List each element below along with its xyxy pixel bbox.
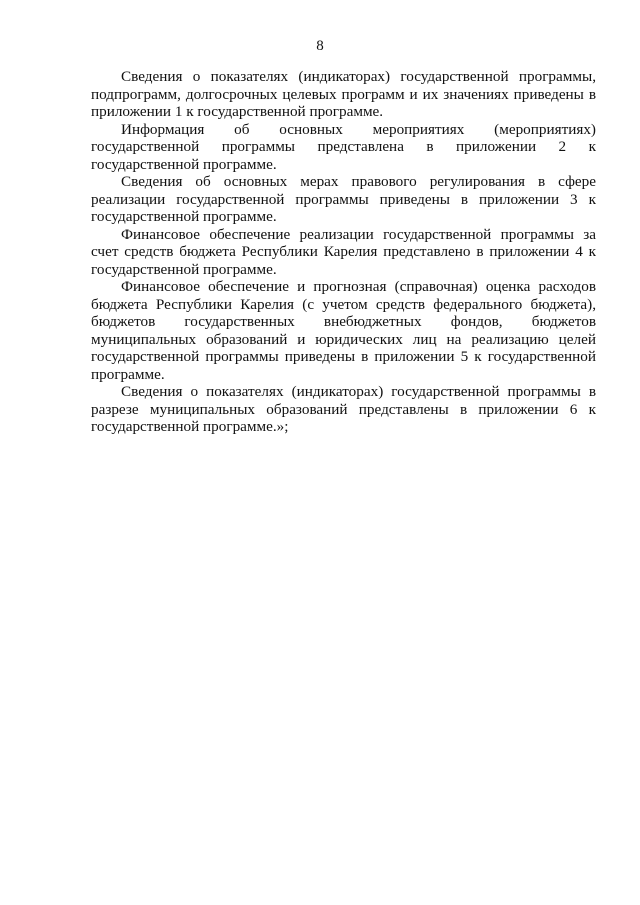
document-body [91, 68, 596, 436]
paragraph-budget-financing: Финансовое обеспечение реализации государственной программы за счет средств бюджета Республики Карелия представлено в приложении 4 к государственной программе. [91, 225, 596, 278]
page-number: 8 [316, 38, 324, 54]
paragraph-legal-regulation: Сведения об основных мерах правового регулирования в сфере реализации государственной программы приведены в приложении 3 к государственной программе. [91, 173, 596, 225]
paragraph-main-activities: Информация об основных мероприятиях (мероприятиях) государственной программы представлена в приложении 2 к государственной программе. [91, 120, 596, 173]
paragraph-forecast-assessment: Финансовое обеспечение и прогнозная (справочная) оценка расходов бюджета Республики Карелия (с учетом средств федерального бюджета), бюджетов государственных внебюджетных фондов, бюджетов муниципальных образований и юридических лиц на реализацию целей государственной программы приведены в приложении 5 к государственной программе. [91, 278, 596, 383]
paragraph-municipal-indicators: Сведения о показателях (индикаторах) государственной программы в разрезе муниципальных образований представлены в приложении 6 к государственной программе.»; [91, 383, 596, 435]
paragraph-indicators: Сведения о показателях (индикаторах) государственной программы, подпрограмм, долгосрочных целевых программ и их значениях приведены в приложении 1 к государственной программе. [91, 68, 596, 120]
